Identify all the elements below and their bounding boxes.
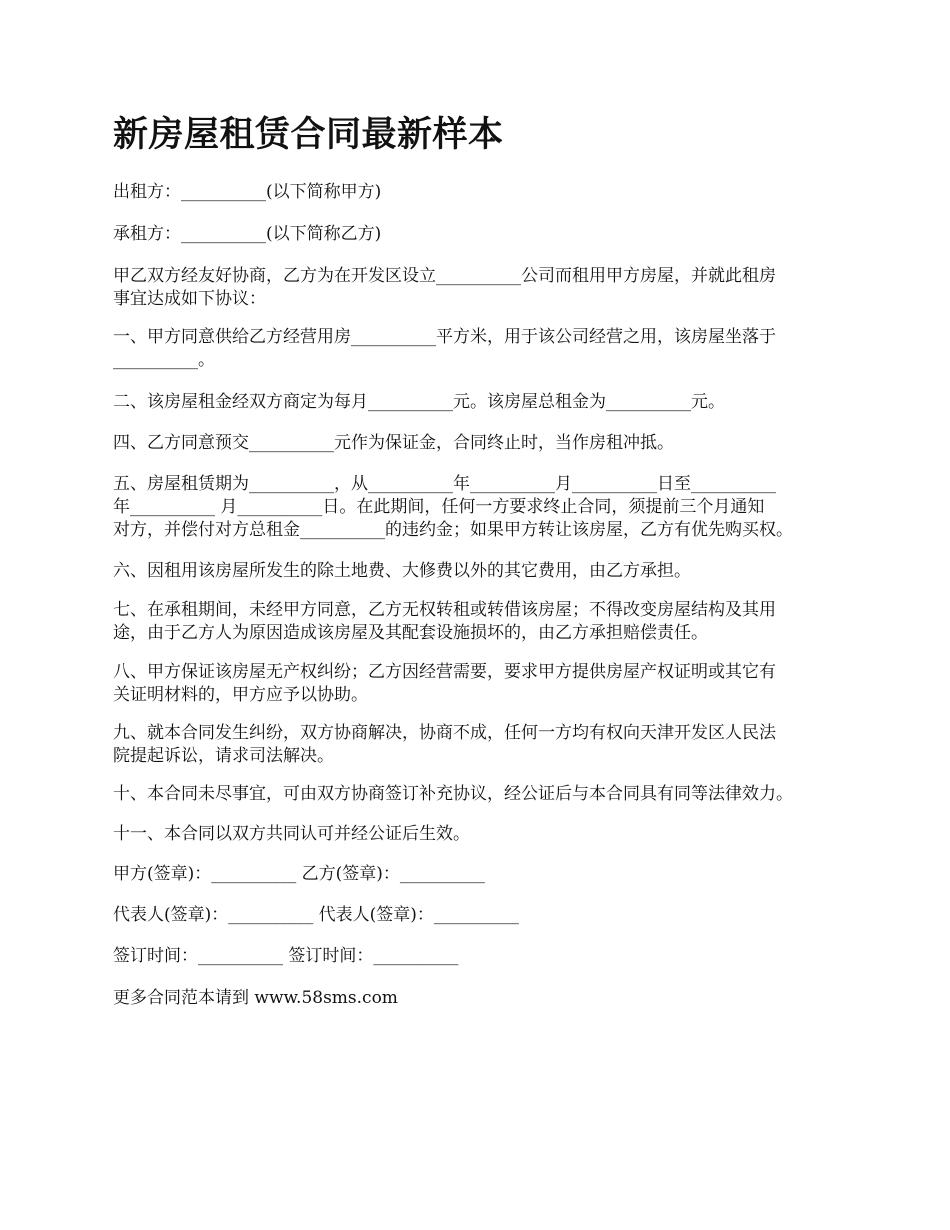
clause-2 [113, 391, 853, 414]
text-line: 签订时间：__________ 签订时间：__________ [113, 946, 459, 966]
preamble-paragraph [113, 265, 853, 311]
text-line: 年__________ 月__________日。在此期间，任何一方要求终止合同，须提前三个月通知 [113, 497, 765, 517]
lessor-line [113, 181, 853, 204]
clause-6 [113, 560, 853, 583]
text-line: 一、甲方同意供给乙方经营用房__________平方米，用于该公司经营之用，该房屋坐落于 [113, 327, 776, 347]
text-line: 四、乙方同意预交__________元作为保证金，合同终止时，当作房租冲抵。 [113, 433, 674, 453]
representative-signatures [113, 904, 853, 927]
clause-11 [113, 823, 853, 846]
signing-dates [113, 945, 853, 968]
text-line: 途，由于乙方人为原因造成该房屋及其配套设施损坏的，由乙方承担赔偿责任。 [113, 623, 708, 643]
clause-8 [113, 661, 853, 707]
text-line: 出租方：__________(以下简称甲方) [113, 182, 382, 202]
text-line: 九、就本合同发生纠纷，双方协商解决，协商不成，任何一方均有权向天津开发区人民法 [113, 723, 776, 743]
clause-10 [113, 783, 853, 806]
text-line: 代表人(签章)：__________ 代表人(签章)：__________ [113, 905, 519, 925]
text-line: 关证明材料的，甲方应予以协助。 [113, 685, 368, 705]
text-line: 七、在承租期间，未经甲方同意，乙方无权转租或转借该房屋；不得改变房屋结构及其用 [113, 600, 776, 620]
text-line: __________。 [113, 350, 215, 370]
text-line: 二、该房屋租金经双方商定为每月__________元。该房屋总租金为__________元。 [113, 392, 725, 412]
text-line: 甲乙双方经友好协商，乙方为在开发区设立__________公司而租用甲方房屋，并就此租房 [113, 266, 776, 286]
party-signatures [113, 863, 853, 886]
text-line: 十一、本合同以双方共同认可并经公证后生效。 [113, 824, 470, 844]
clause-5 [113, 473, 853, 542]
text-line: 十、本合同未尽事宜，可由双方协商签订补充协议，经公证后与本合同具有同等法律效力。 [113, 784, 793, 804]
text-line: 对方，并偿付对方总租金__________的违约金；如果甲方转让该房屋，乙方有优先购买权。 [113, 520, 793, 540]
text-line: 六、因租用该房屋所发生的除土地费、大修费以外的其它费用，由乙方承担。 [113, 561, 691, 581]
text-line: 八、甲方保证该房屋无产权纠纷；乙方因经营需要，要求甲方提供房屋产权证明或其它有 [113, 662, 776, 682]
text-line: 院提起诉讼，请求司法解决。 [113, 746, 334, 766]
text-line: 承租方：__________(以下简称乙方) [113, 224, 382, 244]
text-line: 更多合同范本请到 www.58sms.com [113, 988, 398, 1008]
clause-1 [113, 326, 853, 372]
document-title: 新房屋租赁合同最新样本 [113, 114, 504, 155]
clause-7 [113, 599, 853, 645]
text-line: 事宜达成如下协议： [113, 289, 266, 309]
lessee-line [113, 223, 853, 246]
text-line: 五、房屋租赁期为__________，从__________年__________月__________日至__________ [113, 474, 776, 494]
clause-9 [113, 722, 853, 768]
footer-note [113, 987, 853, 1010]
text-line: 甲方(签章)：__________ 乙方(签章)：__________ [113, 864, 485, 884]
clause-4 [113, 432, 853, 455]
